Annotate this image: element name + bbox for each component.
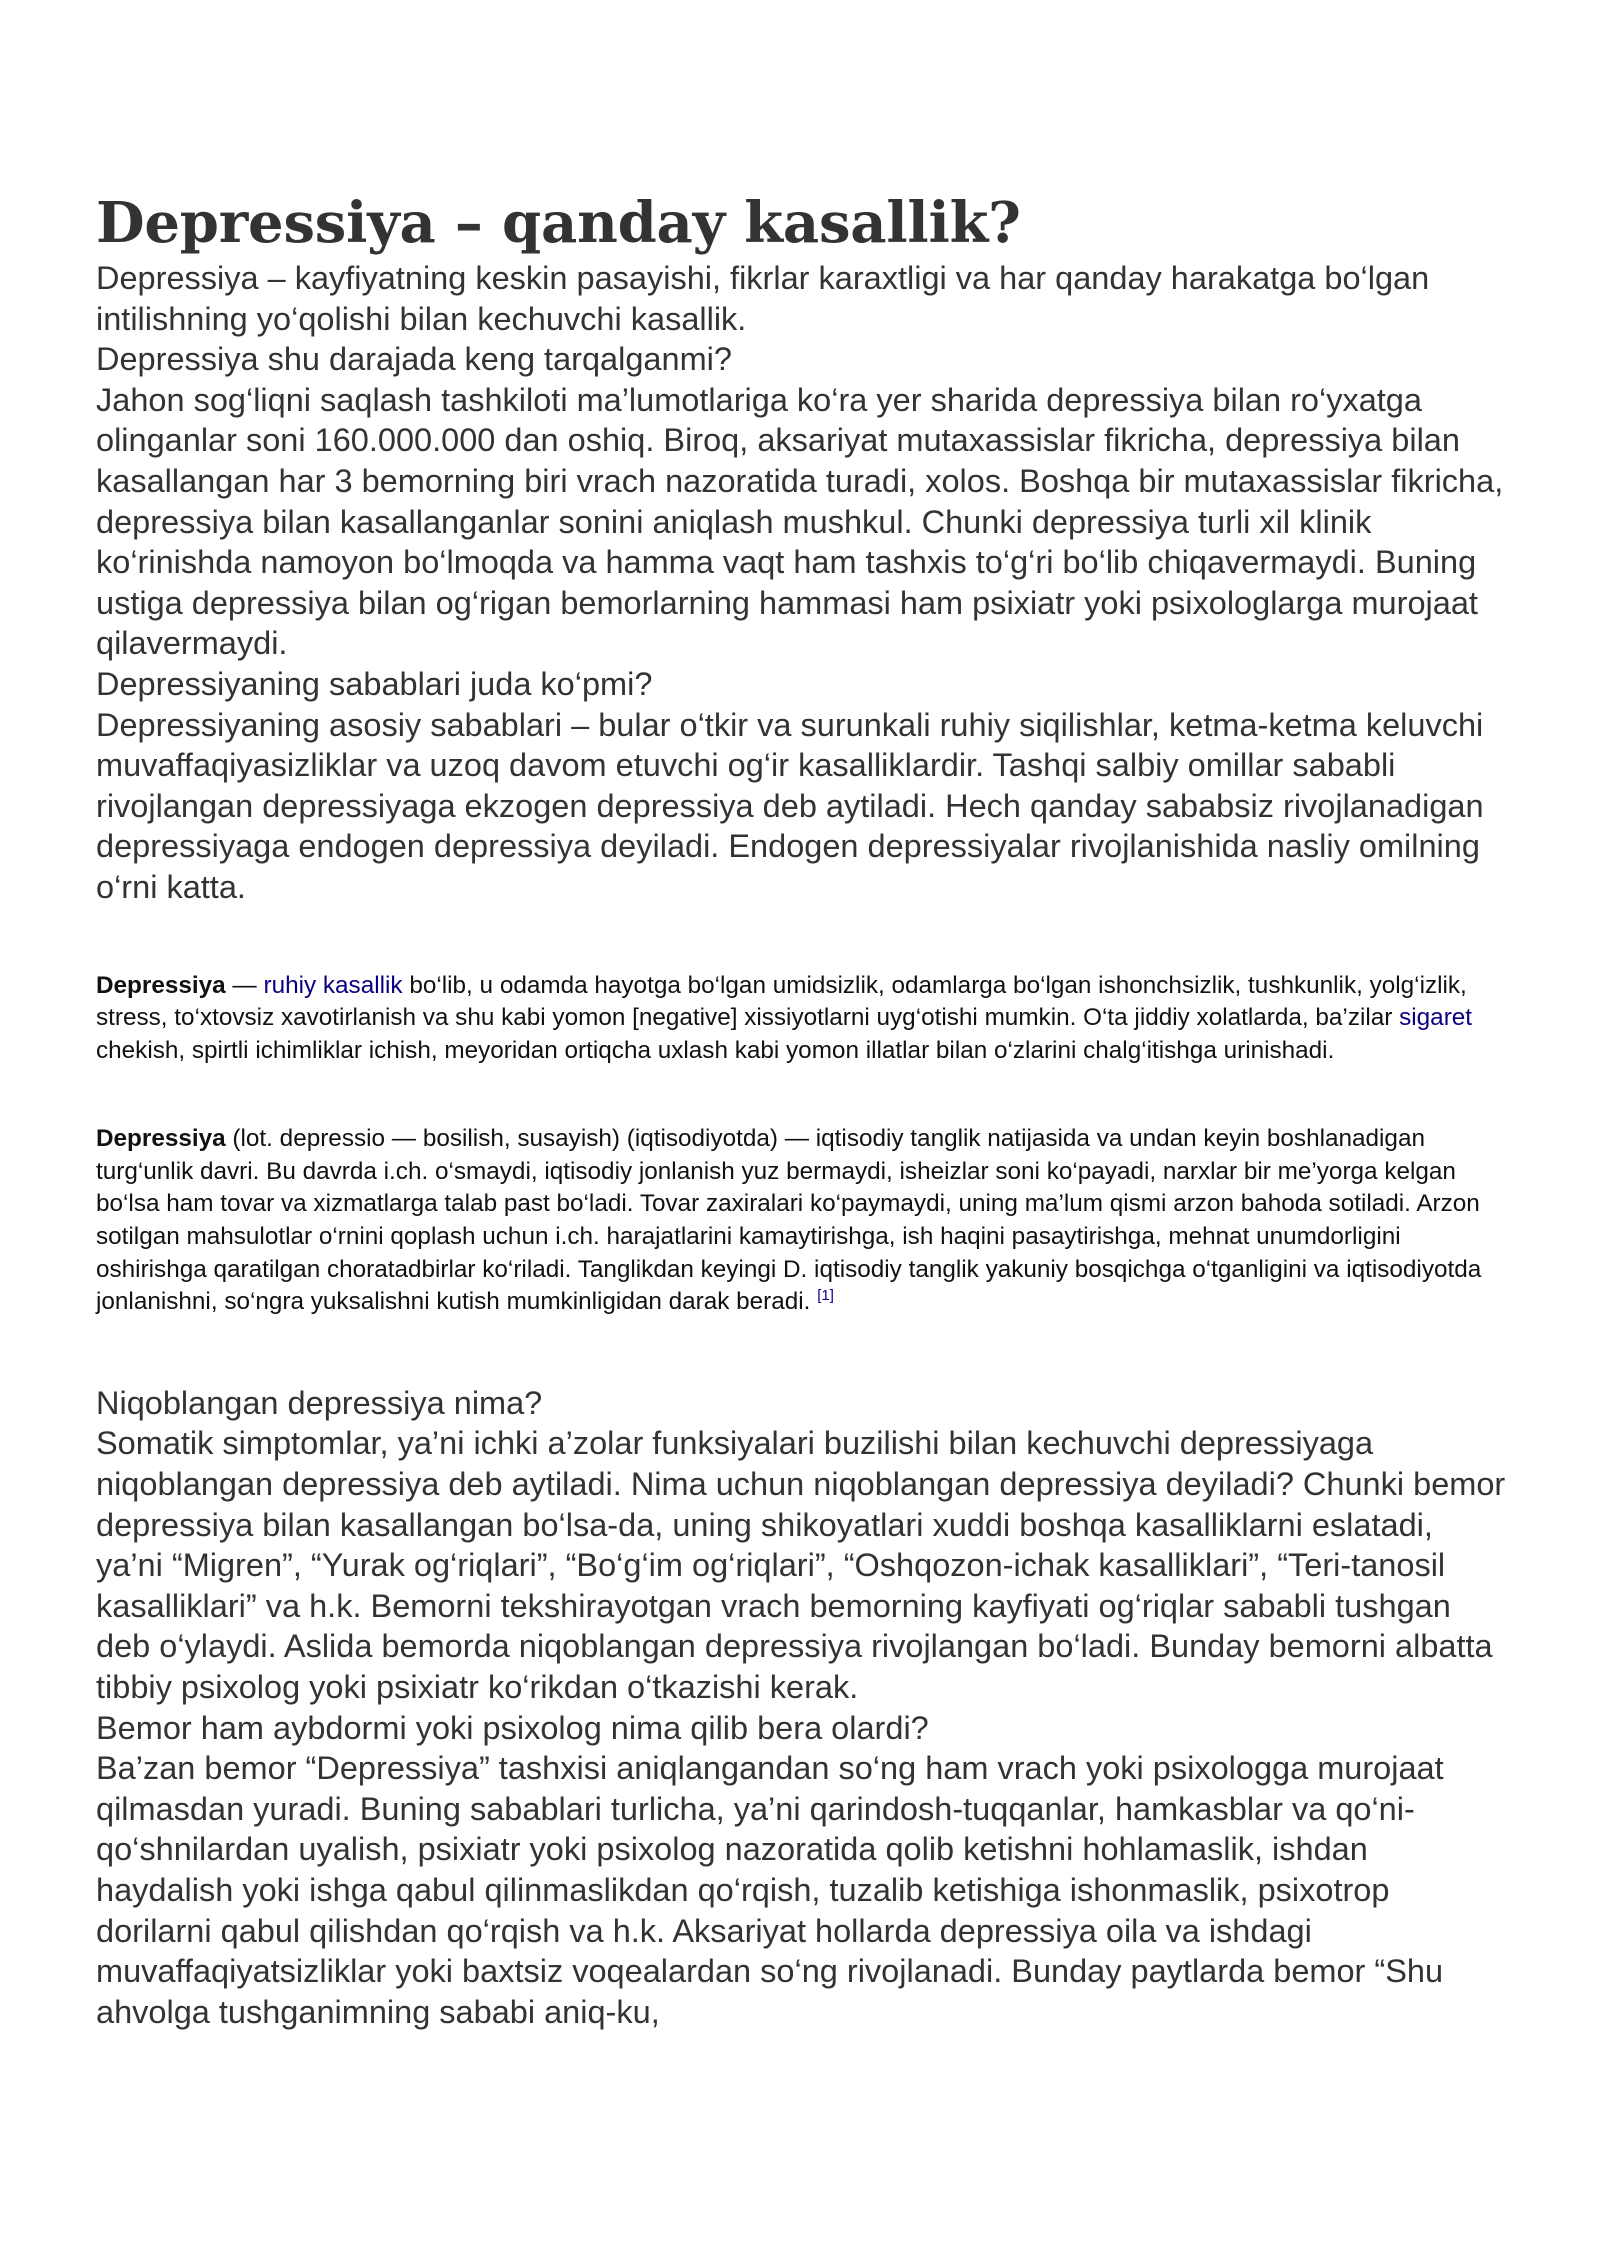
- question-heading: Bemor ham aybdormi yoki psixolog nima qilib bera olardi?: [96, 1709, 929, 1746]
- definition-term: Depressiya: [96, 971, 226, 999]
- definition-medical: [96, 970, 1506, 1068]
- definition-term: Depressiya: [96, 1125, 226, 1153]
- question-heading: Depressiya shu darajada keng tarqalganmi?: [96, 341, 732, 378]
- page-title: Depressiya – qanday kasallik?: [96, 190, 1021, 256]
- definition-dash: —: [225, 971, 264, 999]
- question-heading: Niqoblangan depressiya nima?: [96, 1384, 543, 1421]
- paragraph: Jahon sog‘liqni saqlash tashkiloti ma’lumotlariga ko‘ra yer sharida depressiya bilan ro‘yxatga olinganlar soni 160.000.000 dan oshiq. Biroq, aksariyat mutaxassislar fikricha, depressiya bilan kasallangan har 3 bemorning biri vrach nazoratida turadi, xolos. Boshqa bir mutaxassislar fikricha, depressiya bilan kasallanganlar sonini aniqlash mushkul. Chunki depressiya turli xil klinik ko‘rinishda namoyon bo‘lmoqda va hamma vaqt ham tashxis to‘g‘ri bo‘lib chiqavermaydi. Buning ustiga depressiya bilan og‘rigan bemorlarning hammasi ham psixiatr yoki psixologlarga murojaat qilavermaydi.: [96, 381, 1504, 662]
- definition-economic: [96, 1123, 1506, 1319]
- masked-depression-section: [96, 1383, 1506, 2033]
- definition-text: (lot. depressio — bosilish, susayish) (iqtisodiyotda) — iqtisodiy tanglik natijasida va undan keyin boshlanadigan turg‘unlik davri. Bu davrda i.ch. o‘smaydi, iqtisodiy jonlanish yuz bermaydi, isheizlar soni ko‘payadi, narxlar bir me’yorga kelgan bo‘lsa ham tovar va xizmatlarga talab past bo‘ladi. Tovar zaxiralari ko‘paymaydi, uning ma’lum qismi arzon bahoda sotiladi. Arzon sotilgan mahsulotlar o‘rnini qoplash uchun i.ch. harajatlarini kamaytirishga, ish haqini pasaytirishga, mehnat unumdorligini oshirishga qaratilgan choratadbirlar ko‘riladi. Tanglikdan keyingi D. iqtisodiy tanglik yakuniy bosqichga o‘tganligini va iqtisodiyotda jonlanishni, so‘ngra yuksalishni kutish mumkinligidan darak beradi.: [96, 1125, 1482, 1316]
- definition-text: chekish, spirtli ichimliklar ichish, meyoridan ortiqcha uxlash kabi yomon illatlar bilan o‘zlarini chalg‘itishga urinishadi.: [96, 1036, 1335, 1064]
- document-page: [96, 190, 1506, 2032]
- paragraph: Ba’zan bemor “Depressiya” tashxisi aniqlangandan so‘ng ham vrach yoki psixologga murojaat qilmasdan yuradi. Buning sabablari turlicha, ya’ni qarindosh-tuqqanlar, hamkasblar va qo‘ni-qo‘shnilardan uyalish, psixiatr yoki psixolog nazoratida qolib ketishni hohlamaslik, ishdan haydalish yoki ishga qabul qilinmaslikdan qo‘rqish, tuzalib ketishiga ishonmaslik, psixotrop dorilarni qabul qilishdan qo‘rqish va h.k. Aksariyat hollarda depressiya oila va ishdagi muvaffaqiyatsizliklar yoki baxtsiz voqealardan so‘ng rivojlanadi. Bunday paytlarda bemor “Shu ahvolga tushganimning sababi aniq-ku,: [96, 1750, 1444, 2030]
- reference-link[interactable]: [1]: [817, 1287, 834, 1305]
- definition-text: bo‘lib, u odamda hayotga bo‘lgan umidsizlik, odamlarga bo‘lgan ishonchsizlik, tushkunlik, yolg‘izlik, stress, to‘xtovsiz xavotirlanish va shu kabi yomon [negative] xissiyotlarni uyg‘otishi mumkin. O‘ta jiddiy xolatlarda, ba’zilar: [96, 971, 1467, 1032]
- link-sigaret[interactable]: sigaret: [1399, 1004, 1473, 1032]
- paragraph: Depressiyaning asosiy sabablari – bular o‘tkir va surunkali ruhiy siqilishlar, ketma-ketma keluvchi muvaffaqiyasizliklar va uzoq davom etuvchi og‘ir kasalliklardir. Tashqi salbiy omillar sababli rivojlangan depressiyaga ekzogen depressiya deb aytiladi. Hech qanday sababsiz rivojlanadigan depressiyaga endogen depressiya deyiladi. Endogen depressiyalar rivojlanishida nasliy omilning o‘rni katta.: [96, 706, 1484, 905]
- paragraph: Depressiya – kayfiyatning keskin pasayishi, fikrlar karaxtligi va har qanday harakatga bo‘lgan intilishning yo‘qolishi bilan kechuvchi kasallik.: [96, 260, 1430, 337]
- intro-section: [96, 258, 1506, 908]
- paragraph: Somatik simptomlar, ya’ni ichki a’zolar funksiyalari buzilishi bilan kechuvchi depressiyaga niqoblangan depressiya deb aytiladi. Nima uchun niqoblangan depressiya deyiladi? Chunki bemor depressiya bilan kasallangan bo‘lsa-da, uning shikoyatlari xuddi boshqa kasalliklarni eslatadi, ya’ni “Migren”, “Yurak og‘riqlari”, “Bo‘g‘im og‘riqlari”, “Oshqozon-ichak kasalliklari”, “Teri-tanosil kasalliklari” va h.k. Bemorni tekshirayotgan vrach bemorning kayfiyati og‘riqlar sababli tushgan deb o‘ylaydi. Aslida bemorda niqoblangan depressiya rivojlangan bo‘ladi. Bunday bemorni albatta tibbiy psixolog yoki psixiatr ko‘rikdan o‘tkazishi kerak.: [96, 1425, 1506, 1705]
- link-ruhiy-kasallik[interactable]: ruhiy kasallik: [263, 971, 403, 999]
- question-heading: Depressiyaning sabablari juda ko‘pmi?: [96, 665, 653, 702]
